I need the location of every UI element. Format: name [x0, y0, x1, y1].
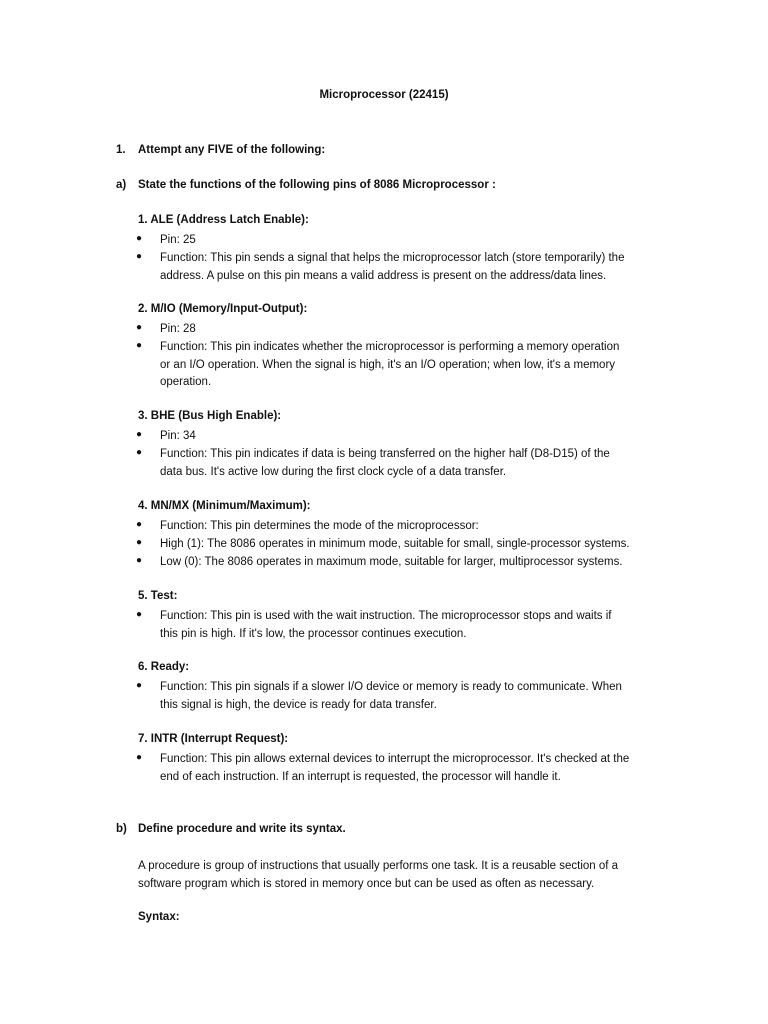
bullet-dot-icon: ●	[136, 752, 143, 763]
bullet-text-line: this signal is high, the device is ready for data transfer.	[160, 698, 437, 711]
question-b-marker: b)	[116, 823, 127, 835]
question-1-number: 1.	[116, 144, 126, 156]
syntax-label: Syntax:	[138, 911, 180, 923]
bullet-dot-icon: ●	[136, 536, 143, 548]
question-b-text: Define procedure and write its syntax.	[138, 823, 346, 835]
pin-heading: 2. M/IO (Memory/Input-Output):	[138, 303, 308, 315]
bullet-text-line: Pin: 34	[160, 430, 196, 442]
question-a-marker: a)	[116, 179, 127, 191]
bullet-dot-icon: ●	[136, 609, 143, 620]
bullet-text-line: Function: This pin indicates whether the microprocessor is performing a memory operation	[160, 340, 620, 353]
pin-heading: 4. MN/MX (Minimum/Maximum):	[138, 500, 311, 512]
procedure-definition-line-2: software program which is stored in memory once but can be used as often as necessary.	[138, 878, 595, 890]
question-1-text: Attempt any FIVE of the following:	[138, 144, 326, 156]
bullet-text-line: Function: This pin signals if a slower I/O device or memory is ready to communicate. When	[160, 681, 622, 693]
question-a-text: State the functions of the following pins of 8086 Microprocessor :	[138, 179, 496, 191]
bullet-dot-icon: ●	[136, 680, 143, 691]
bullet-text-line: Function: This pin allows external devices to interrupt the microprocessor. It's checked at the	[160, 753, 630, 765]
bullet-dot-icon: ●	[136, 446, 143, 458]
bullet-text-line: data bus. It's active low during the first clock cycle of a data transfer.	[160, 465, 507, 478]
bullet-text-line: Function: This pin sends a signal that helps the microprocessor latch (store temporarily) the	[160, 251, 625, 264]
bullet-text-line: address. A pulse on this pin means a valid address is present on the address/data lines.	[160, 269, 607, 282]
pin-heading: 6. Ready:	[138, 661, 190, 673]
pin-heading: 1. ALE (Address Latch Enable):	[138, 214, 309, 226]
bullet-text-line: end of each instruction. If an interrupt is requested, the processor will handle it.	[160, 770, 561, 783]
bullet-dot-icon: ●	[136, 519, 143, 530]
bullet-text-line: Pin: 25	[160, 234, 196, 246]
bullet-text-line: Low (0): The 8086 operates in maximum mode, suitable for larger, multiprocessor systems.	[160, 555, 623, 568]
bullet-dot-icon: ●	[136, 322, 143, 333]
bullet-text-line: or an I/O operation. When the signal is high, it's an I/O operation; when low, it's a memory	[160, 358, 616, 371]
bullet-text-line: operation.	[160, 376, 212, 389]
pin-heading: 5. Test:	[138, 590, 178, 602]
bullet-dot-icon: ●	[136, 250, 143, 262]
bullet-text-line: Function: This pin determines the mode of the microprocessor:	[160, 520, 479, 532]
bullet-dot-icon: ●	[136, 429, 143, 440]
bullet-text-line: Function: This pin is used with the wait instruction. The microprocessor stops and waits if	[160, 610, 612, 622]
bullet-text-line: High (1): The 8086 operates in minimum mode, suitable for small, single-processor systems.	[160, 537, 630, 550]
document-title: Microprocessor (22415)	[319, 89, 449, 101]
pin-heading: 3. BHE (Bus High Enable):	[138, 410, 282, 422]
bullet-text-line: this pin is high. If it's low, the processor continues execution.	[160, 627, 467, 640]
bullet-text-line: Function: This pin indicates if data is being transferred on the higher half (D8-D15) of the	[160, 447, 610, 460]
bullet-dot-icon: ●	[136, 554, 143, 566]
pin-heading: 7. INTR (Interrupt Request):	[138, 733, 289, 745]
procedure-definition-line-1: A procedure is group of instructions that usually performs one task. It is a reusable section of a	[138, 860, 619, 872]
bullet-dot-icon: ●	[136, 233, 143, 244]
bullet-text-line: Pin: 28	[160, 323, 196, 335]
bullet-dot-icon: ●	[136, 339, 143, 351]
